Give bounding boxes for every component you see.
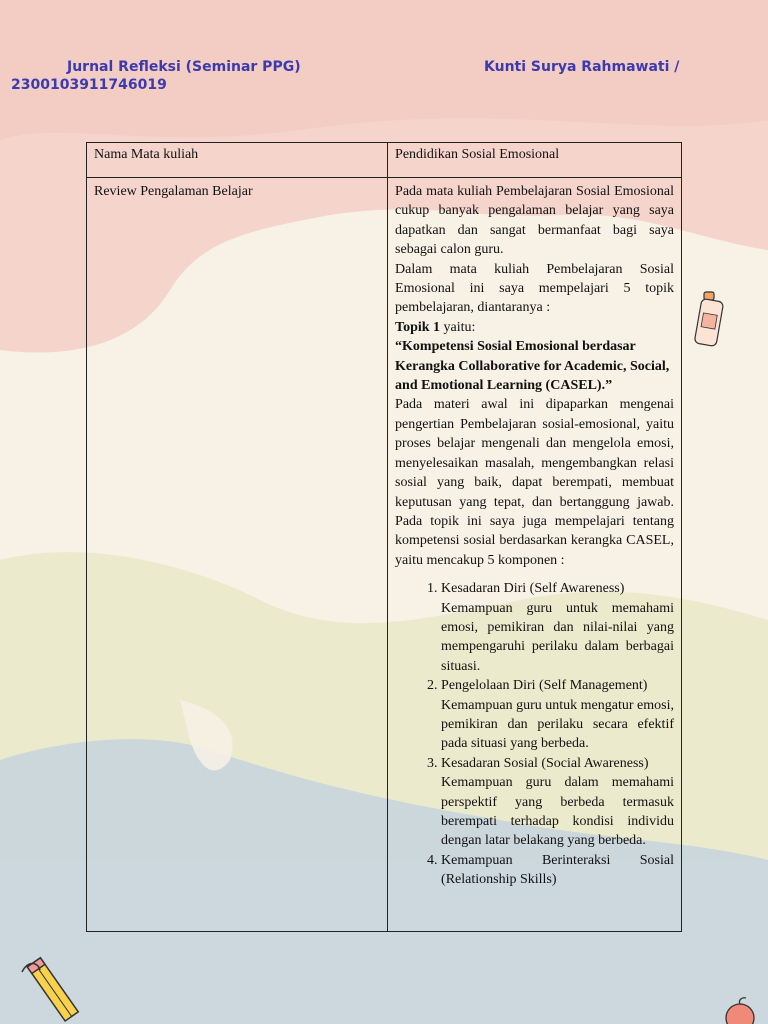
topic-label: Topik 1 [395, 319, 441, 335]
topic-title-text: Kompetensi Sosial Emosional berdasar Kerangka Collaborative for Academic, Social, and Emotional Learning (CASEL). [395, 339, 670, 394]
course-name-value: Pendidikan Sosial Emosional [388, 143, 682, 178]
list-item: 1. Kesadaran Diri (Self Awareness) Kemampuan guru untuk memahami emosi, pemikiran dan nilai-nilai yang mempengaruhi perilaku dalam berbagai situasi. [441, 579, 674, 676]
course-name-label: Nama Mata kuliah [87, 143, 388, 178]
review-content [388, 178, 682, 932]
list-item: 4. Kemampuan Berinteraksi Sosial (Relationship Skills) [441, 851, 674, 890]
lotion-bottle-icon [690, 290, 730, 350]
review-paragraph-3: Pada materi awal ini dipaparkan mengenai pengertian Pembelajaran sosial-emosional, yaitu proses belajar mengenali dan mengelola emosi, menyelesaikan masalah, mengembangkan relasi sosial yang baik, dapat berempati, membuat keputusan yang tepat, dan bertanggung jawab. Pada topik ini saya juga mempelajari tentang kompetensi sosial berdasarkan kerangka CASEL, yaitu mencakup 5 komponen : [395, 397, 674, 568]
review-paragraph-2: Dalam mata kuliah Pembelajaran Sosial Emosional ini saya mempelajari 5 topik pembelajaran, diantaranya : [395, 261, 674, 316]
table-row [87, 143, 682, 178]
list-item: 3. Kesadaran Sosial (Social Awareness) Kemampuan guru dalam memahami perspektif yang berbeda termasuk berempati terhadap kondisi individu dengan latar belakang yang berbeda. [441, 754, 674, 851]
topic-suffix: yaitu: [440, 319, 476, 335]
review-paragraph-1: Pada mata kuliah Pembelajaran Sosial Emosional cukup banyak pengalaman belajar yang saya dapatkan dan sangat bermanfaat bagi saya sebagai calon guru. [395, 184, 674, 258]
topic-title: “Kompetensi Sosial Emosional berdasar Kerangka Collaborative for Academic, Social, and Emotional Learning (CASEL).” [395, 339, 670, 394]
apple-icon [716, 996, 760, 1024]
pencil-icon [18, 952, 88, 1024]
author-name: Kunti Surya Rahmawati / [484, 59, 680, 75]
student-id: 2300103911746019 [11, 77, 167, 93]
journal-title: Jurnal Refleksi (Seminar PPG) [67, 59, 301, 75]
review-label: Review Pengalaman Belajar [87, 178, 388, 932]
topic-heading [395, 318, 674, 337]
components-list [395, 579, 674, 890]
table-row [87, 178, 682, 932]
list-item: 2. Pengelolaan Diri (Self Management) Kemampuan guru untuk mengatur emosi, pemikiran dan perilaku secara efektif pada situasi yang berbeda. [441, 676, 674, 754]
reflection-table [86, 142, 682, 932]
